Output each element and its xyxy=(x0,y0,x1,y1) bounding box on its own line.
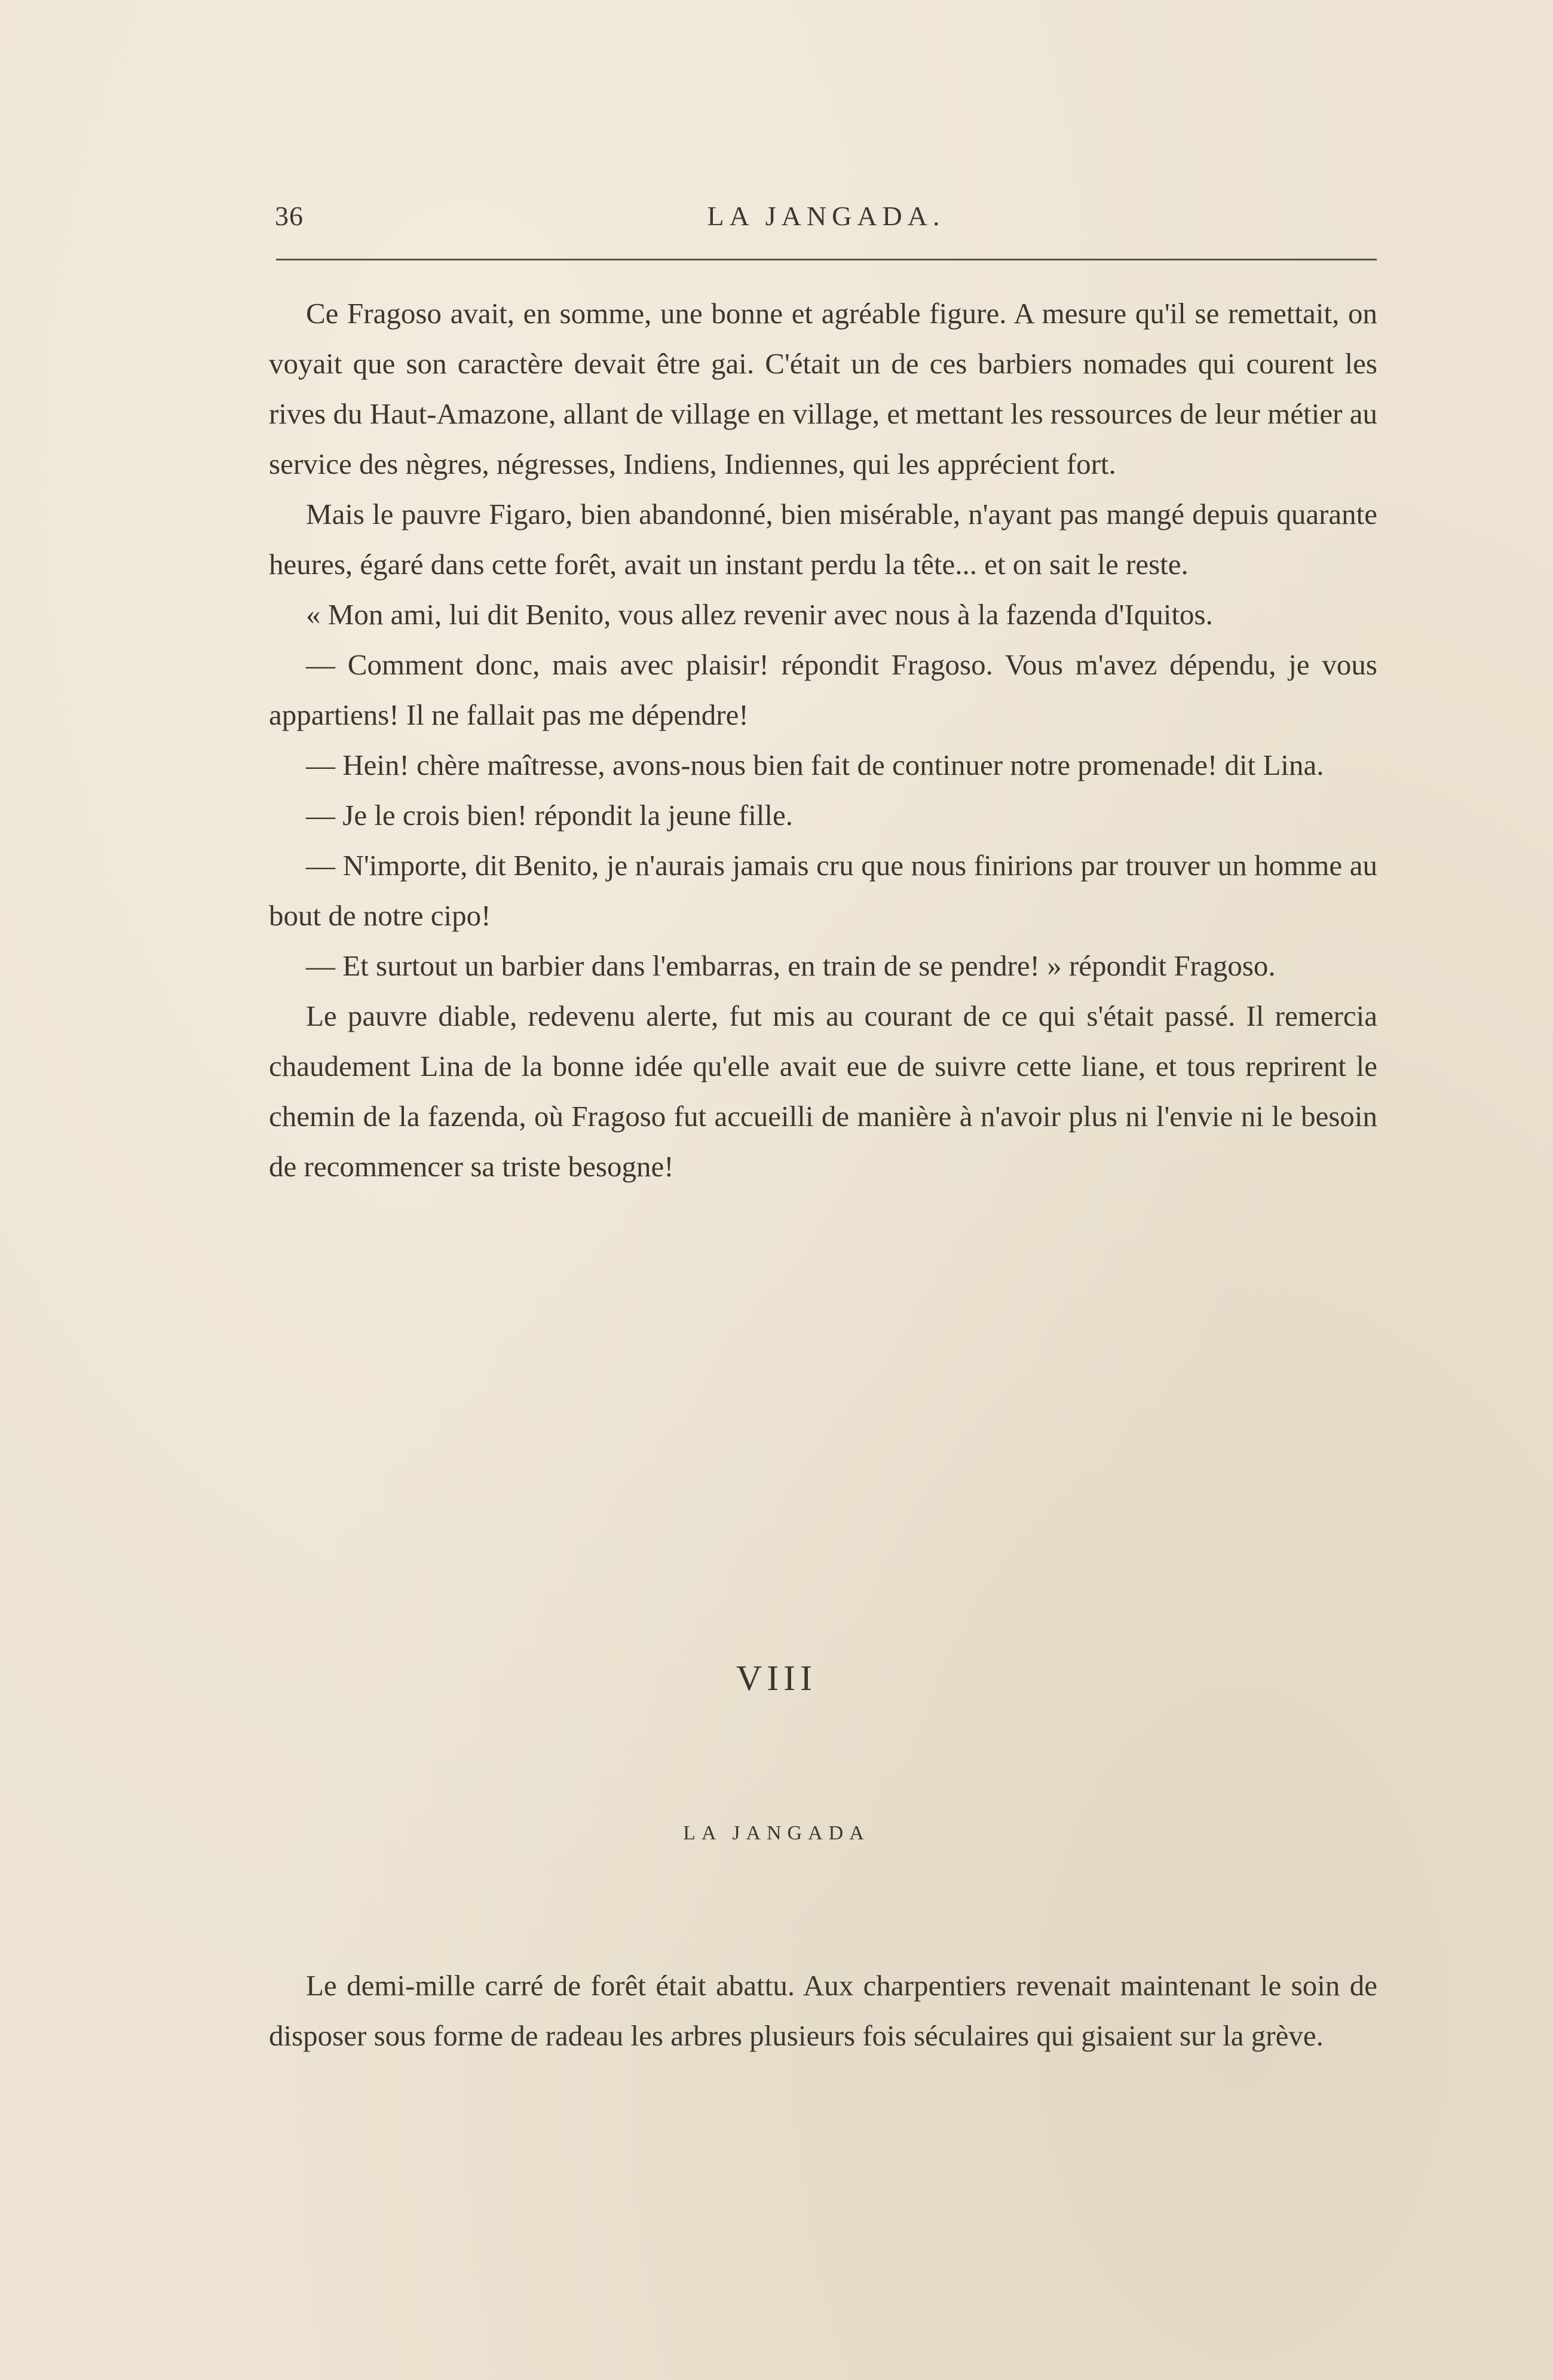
paragraph: Le demi-mille carré de forêt était abattu. Aux charpentiers revenait maintenant le soin de disposer sous forme de radeau les arbres plusieurs fois séculaires qui gisaient sur la grève. xyxy=(269,1969,1377,2052)
body-text xyxy=(269,289,1377,1192)
paragraph: — N'importe, dit Benito, je n'aurais jamais cru que nous finirions par trouver un homme au bout de notre cipo! xyxy=(269,849,1377,932)
paragraph: Le pauvre diable, redevenu alerte, fut mis au courant de ce qui s'était passé. Il remercia chaudement Lina de la bonne idée qu'elle avait eue de suivre cette liane, et tous reprirent le chemin de la fazenda, où Fragoso fut accueilli de manière à n'avoir plus ni l'envie ni le besoin de recommencer sa triste besogne! xyxy=(269,999,1377,1183)
page-header xyxy=(275,200,1377,236)
chapter-number: VIII xyxy=(736,1658,817,1698)
page-number: 36 xyxy=(275,201,304,231)
chapter-title: LA JANGADA xyxy=(683,1822,870,1844)
paragraph: Ce Fragoso avait, en somme, une bonne et agréable figure. A mesure qu'il se remettait, on voyait que son caractère devait être gai. C'était un de ces barbiers nomades qui courent les rives du Haut-Amazone, allant de village en village, et mettant les ressources de leur métier au service des nègres, négresses, Indiens, Indiennes, qui les apprécient fort. xyxy=(269,297,1377,480)
chapter-text xyxy=(269,1961,1377,2061)
paragraph: — Comment donc, mais avec plaisir! répondit Fragoso. Vous m'avez dépendu, je vous appartiens! Il ne fallait pas me dépendre! xyxy=(269,648,1377,731)
header-rule xyxy=(276,259,1377,260)
paragraph: — Et surtout un barbier dans l'embarras, en train de se pendre! » répondit Fragoso. xyxy=(306,949,1276,982)
paragraph: — Je le crois bien! répondit la jeune fille. xyxy=(306,799,794,832)
paragraph: « Mon ami, lui dit Benito, vous allez revenir avec nous à la fazenda d'Iquitos. xyxy=(306,598,1213,631)
paragraph: Mais le pauvre Figaro, bien abandonné, bien misérable, n'ayant pas mangé depuis quarante heures, égaré dans cette forêt, avait un instant perdu la tête... et on sait le reste. xyxy=(269,498,1377,581)
running-title: LA JANGADA. xyxy=(707,201,945,231)
paragraph: — Hein! chère maîtresse, avons-nous bien fait de continuer notre promenade! dit Lina. xyxy=(306,749,1324,781)
